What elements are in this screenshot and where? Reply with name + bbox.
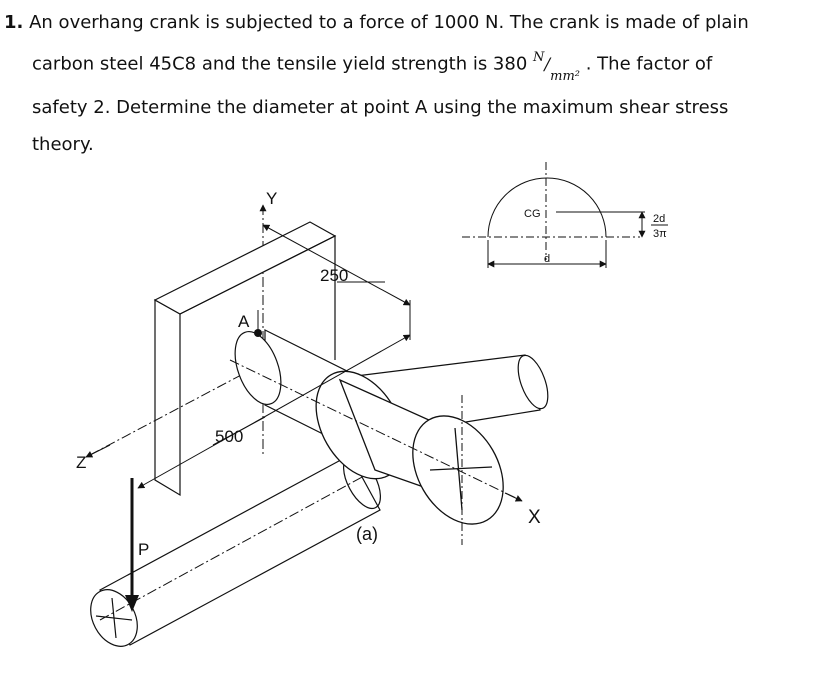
problem-text-line-2-post: . The factor of xyxy=(585,53,713,75)
label-2d: 2d xyxy=(653,213,666,225)
label-p: P xyxy=(138,540,150,559)
unit-denominator: mm² xyxy=(550,69,580,85)
label-500: 500 xyxy=(215,427,244,446)
problem-number: 1. xyxy=(4,12,24,33)
label-figure-a: (a) xyxy=(356,524,378,544)
problem-text-line-4: theory. xyxy=(32,134,94,156)
label-a: A xyxy=(238,312,250,331)
label-d: d xyxy=(544,253,551,265)
label-x: X xyxy=(528,507,541,528)
problem-text-line-1: An overhang crank is subjected to a force of 1000 N. The crank is made of plain xyxy=(29,12,749,33)
problem-text-line-2-pre: carbon steel 45C8 and the tensile yield strength is 380 xyxy=(32,53,528,75)
semicircle-inset xyxy=(462,162,645,268)
crank-pin xyxy=(81,450,388,655)
unit-slash: / xyxy=(544,54,551,75)
label-3pi: 3π xyxy=(653,228,667,240)
unit-numerator: N xyxy=(533,50,545,65)
problem-text-line-3: safety 2. Determine the diameter at point A using the maximum shear stress xyxy=(32,97,729,119)
label-cg: CG xyxy=(524,208,541,220)
label-z: Z xyxy=(76,453,87,472)
label-250: 250 xyxy=(320,266,349,285)
label-y: Y xyxy=(266,189,278,208)
